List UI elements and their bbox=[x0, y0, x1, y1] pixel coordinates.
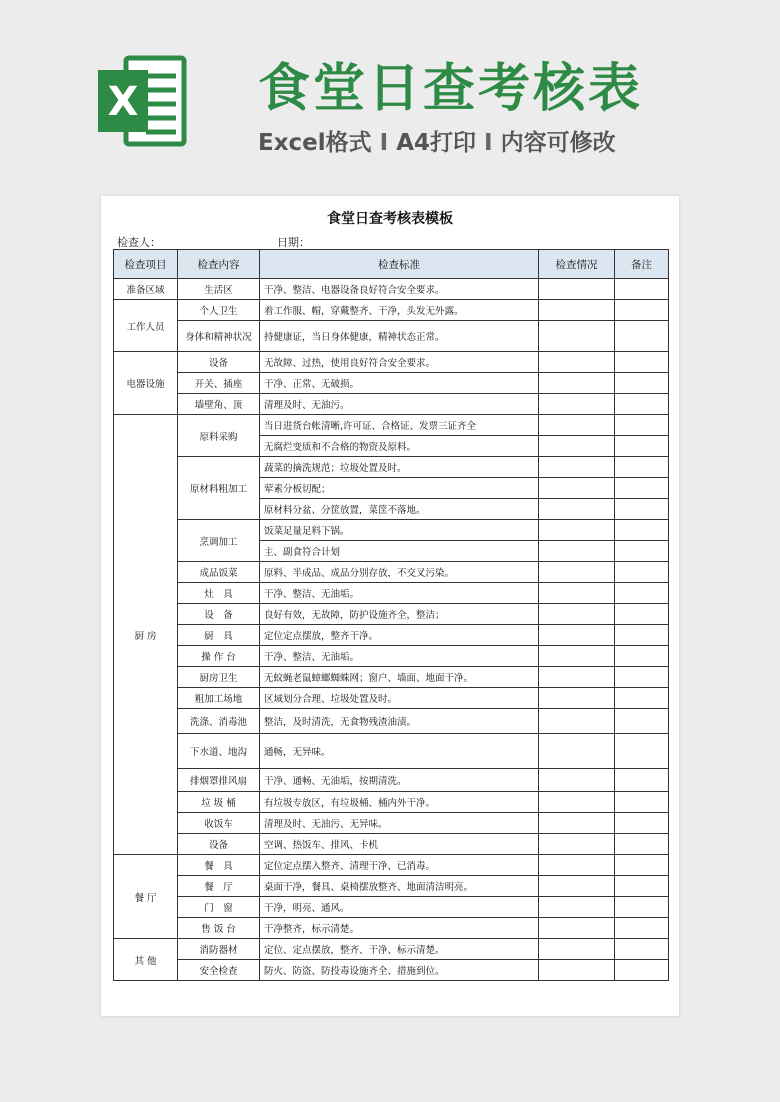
result-cell[interactable] bbox=[539, 769, 615, 792]
standard-cell: 无腐烂变质和不合格的物资及原料。 bbox=[260, 436, 539, 457]
result-cell[interactable] bbox=[539, 897, 615, 918]
table-row bbox=[114, 709, 669, 734]
standard-cell: 定位定点摆放，整齐干净。 bbox=[260, 625, 539, 646]
table-row bbox=[114, 373, 669, 394]
result-cell[interactable] bbox=[539, 415, 615, 436]
content-cell: 餐 具 bbox=[178, 855, 260, 876]
result-cell[interactable] bbox=[539, 457, 615, 478]
standard-cell: 定位、定点摆放，整齐、干净、标示清楚。 bbox=[260, 939, 539, 960]
standard-cell: 原料、半成品、成品分别存放，不交叉污染。 bbox=[260, 562, 539, 583]
table-row bbox=[114, 604, 669, 625]
content-cell: 身体和精神状况 bbox=[178, 321, 260, 352]
standard-cell: 当日进货台帐清晰,许可证、合格证、发票三证齐全 bbox=[260, 415, 539, 436]
table-row bbox=[114, 667, 669, 688]
remark-cell[interactable] bbox=[615, 321, 669, 352]
standard-cell: 着工作服、帽，穿戴整齐、干净，头发无外露。 bbox=[260, 300, 539, 321]
result-cell[interactable] bbox=[539, 541, 615, 562]
remark-cell[interactable] bbox=[615, 876, 669, 897]
table-row bbox=[114, 897, 669, 918]
table-row bbox=[114, 562, 669, 583]
table-row bbox=[114, 813, 669, 834]
standard-cell: 定位定点摆入整齐、清理干净、已消毒。 bbox=[260, 855, 539, 876]
standard-cell: 主、副食符合计划 bbox=[260, 541, 539, 562]
remark-cell[interactable] bbox=[615, 960, 669, 981]
result-cell[interactable] bbox=[539, 734, 615, 769]
result-cell[interactable] bbox=[539, 667, 615, 688]
content-cell: 墙壁角、顶 bbox=[178, 394, 260, 415]
table-row bbox=[114, 625, 669, 646]
table-row bbox=[114, 688, 669, 709]
content-cell: 原材料粗加工 bbox=[178, 457, 260, 520]
remark-cell[interactable] bbox=[615, 769, 669, 792]
remark-cell[interactable] bbox=[615, 792, 669, 813]
remark-cell[interactable] bbox=[615, 394, 669, 415]
content-cell: 烹调加工 bbox=[178, 520, 260, 562]
result-cell[interactable] bbox=[539, 321, 615, 352]
standard-cell: 原材料分盆、分筐放置，菜筐不落地。 bbox=[260, 499, 539, 520]
remark-cell[interactable] bbox=[615, 541, 669, 562]
remark-cell[interactable] bbox=[615, 520, 669, 541]
standard-cell: 干净整齐，标示清楚。 bbox=[260, 918, 539, 939]
remark-cell[interactable] bbox=[615, 352, 669, 373]
category-cell: 电器设施 bbox=[114, 352, 178, 415]
table-row bbox=[114, 300, 669, 321]
content-cell: 安全检查 bbox=[178, 960, 260, 981]
date-label: 日期： bbox=[277, 236, 310, 249]
excel-icon bbox=[98, 52, 188, 150]
content-cell: 操 作 台 bbox=[178, 646, 260, 667]
content-cell: 生活区 bbox=[178, 279, 260, 300]
table-row bbox=[114, 918, 669, 939]
category-cell: 餐 厅 bbox=[114, 855, 178, 939]
table-row bbox=[114, 855, 669, 876]
remark-cell[interactable] bbox=[615, 562, 669, 583]
standard-cell: 区域划分合理、垃圾处置及时。 bbox=[260, 688, 539, 709]
content-cell: 消防器材 bbox=[178, 939, 260, 960]
subtitle-format: Excel格式 bbox=[258, 130, 372, 156]
result-cell[interactable] bbox=[539, 436, 615, 457]
standard-cell: 无故障、过热，使用良好符合安全要求。 bbox=[260, 352, 539, 373]
content-cell: 餐 厅 bbox=[178, 876, 260, 897]
result-cell[interactable] bbox=[539, 583, 615, 604]
table-row bbox=[114, 960, 669, 981]
remark-cell[interactable] bbox=[615, 373, 669, 394]
standard-cell: 防火、防盗、防投毒设施齐全、措施到位。 bbox=[260, 960, 539, 981]
header-result: 检查情况 bbox=[539, 250, 615, 279]
result-cell[interactable] bbox=[539, 855, 615, 876]
subtitle-separator: I bbox=[484, 130, 493, 156]
result-cell[interactable] bbox=[539, 604, 615, 625]
remark-cell[interactable] bbox=[615, 436, 669, 457]
remark-cell[interactable] bbox=[615, 688, 669, 709]
content-cell: 门 窗 bbox=[178, 897, 260, 918]
standard-cell: 清理及时、无油污。 bbox=[260, 394, 539, 415]
standard-cell: 桌面干净，餐具、桌椅摆放整齐、地面清洁明亮。 bbox=[260, 876, 539, 897]
standard-cell: 干净、整洁、电器设备良好符合安全要求。 bbox=[260, 279, 539, 300]
remark-cell[interactable] bbox=[615, 734, 669, 769]
inspection-table bbox=[113, 249, 669, 981]
result-cell[interactable] bbox=[539, 960, 615, 981]
remark-cell[interactable] bbox=[615, 279, 669, 300]
standard-cell: 整洁，及时清洗，无食物残渣油渍。 bbox=[260, 709, 539, 734]
standard-cell: 干净、正常、无破损。 bbox=[260, 373, 539, 394]
table-header-row bbox=[114, 250, 669, 279]
result-cell[interactable] bbox=[539, 939, 615, 960]
result-cell[interactable] bbox=[539, 279, 615, 300]
content-cell: 洗涤、消毒池 bbox=[178, 709, 260, 734]
remark-cell[interactable] bbox=[615, 415, 669, 436]
result-cell[interactable] bbox=[539, 709, 615, 734]
content-cell: 灶 具 bbox=[178, 583, 260, 604]
standard-cell: 空调、热饭车、排风、卡机 bbox=[260, 834, 539, 855]
result-cell[interactable] bbox=[539, 918, 615, 939]
subtitle-separator: I bbox=[379, 130, 389, 156]
table-row bbox=[114, 876, 669, 897]
result-cell[interactable] bbox=[539, 300, 615, 321]
result-cell[interactable] bbox=[539, 373, 615, 394]
standard-cell: 干净、整洁、无油垢。 bbox=[260, 583, 539, 604]
content-cell: 售 饭 台 bbox=[178, 918, 260, 939]
inspector-label: 检查人： bbox=[117, 236, 161, 249]
subtitle-editable: 内容可修改 bbox=[500, 130, 616, 156]
result-cell[interactable] bbox=[539, 352, 615, 373]
table-row bbox=[114, 279, 669, 300]
standard-cell: 良好有效，无故障，防护设施齐全，整洁； bbox=[260, 604, 539, 625]
content-cell: 收饭车 bbox=[178, 813, 260, 834]
banner-title: 食堂日查考核表 bbox=[258, 59, 644, 119]
remark-cell[interactable] bbox=[615, 583, 669, 604]
table-row bbox=[114, 792, 669, 813]
result-cell[interactable] bbox=[539, 646, 615, 667]
table-row bbox=[114, 769, 669, 792]
content-cell: 垃 圾 桶 bbox=[178, 792, 260, 813]
table-row bbox=[114, 646, 669, 667]
result-cell[interactable] bbox=[539, 562, 615, 583]
table-row bbox=[114, 415, 669, 436]
result-cell[interactable] bbox=[539, 876, 615, 897]
banner-subtitle bbox=[258, 124, 616, 157]
remark-cell[interactable] bbox=[615, 918, 669, 939]
content-cell: 粗加工场地 bbox=[178, 688, 260, 709]
standard-cell: 清理及时、无油污、无异味。 bbox=[260, 813, 539, 834]
header-standard: 检查标准 bbox=[260, 250, 539, 279]
content-cell: 下水道、地沟 bbox=[178, 734, 260, 769]
content-cell: 原料采购 bbox=[178, 415, 260, 457]
standard-cell: 无蚊蝇老鼠蟑螂蜘蛛网；窗户、墙面、地面干净。 bbox=[260, 667, 539, 688]
category-cell: 工作人员 bbox=[114, 300, 178, 352]
result-cell[interactable] bbox=[539, 792, 615, 813]
table-row bbox=[114, 834, 669, 855]
content-cell: 设 备 bbox=[178, 604, 260, 625]
category-cell: 厨 房 bbox=[114, 415, 178, 855]
remark-cell[interactable] bbox=[615, 855, 669, 876]
category-cell: 其 他 bbox=[114, 939, 178, 981]
content-cell: 个人卫生 bbox=[178, 300, 260, 321]
header-remark: 备注 bbox=[615, 250, 669, 279]
result-cell[interactable] bbox=[539, 834, 615, 855]
subtitle-print: A4打印 bbox=[396, 130, 477, 156]
table-row bbox=[114, 583, 669, 604]
document-title: 食堂日查考核表模板 bbox=[327, 211, 453, 227]
content-cell: 设备 bbox=[178, 834, 260, 855]
content-cell: 开关、插座 bbox=[178, 373, 260, 394]
table-row bbox=[114, 939, 669, 960]
remark-cell[interactable] bbox=[615, 834, 669, 855]
standard-cell: 有垃圾专放区，有垃圾桶、桶内外干净。 bbox=[260, 792, 539, 813]
remark-cell[interactable] bbox=[615, 499, 669, 520]
remark-cell[interactable] bbox=[615, 300, 669, 321]
remark-cell[interactable] bbox=[615, 478, 669, 499]
excel-icon-letter: X bbox=[107, 79, 139, 125]
remark-cell[interactable] bbox=[615, 457, 669, 478]
document-page bbox=[101, 196, 679, 1016]
category-cell: 准备区域 bbox=[114, 279, 178, 300]
header-item: 检查项目 bbox=[114, 250, 178, 279]
content-cell: 厨房卫生 bbox=[178, 667, 260, 688]
table-row bbox=[114, 520, 669, 541]
result-cell[interactable] bbox=[539, 625, 615, 646]
result-cell[interactable] bbox=[539, 499, 615, 520]
content-cell: 排烟罩排风扇 bbox=[178, 769, 260, 792]
result-cell[interactable] bbox=[539, 520, 615, 541]
remark-cell[interactable] bbox=[615, 646, 669, 667]
standard-cell: 持健康证，当日身体健康，精神状态正常。 bbox=[260, 321, 539, 352]
standard-cell: 饭菜足量足料下锅。 bbox=[260, 520, 539, 541]
table-row bbox=[114, 394, 669, 415]
standard-cell: 干净、通畅、无油垢，按期清洗。 bbox=[260, 769, 539, 792]
result-cell[interactable] bbox=[539, 394, 615, 415]
result-cell[interactable] bbox=[539, 478, 615, 499]
table-row bbox=[114, 457, 669, 478]
result-cell[interactable] bbox=[539, 813, 615, 834]
standard-cell: 蔬菜的摘洗规范；垃圾处置及时。 bbox=[260, 457, 539, 478]
remark-cell[interactable] bbox=[615, 897, 669, 918]
standard-cell: 干净、整洁、无油垢。 bbox=[260, 646, 539, 667]
remark-cell[interactable] bbox=[615, 813, 669, 834]
content-cell: 设备 bbox=[178, 352, 260, 373]
standard-cell: 干净，明亮、通风。 bbox=[260, 897, 539, 918]
content-cell: 成品饭菜 bbox=[178, 562, 260, 583]
table-row bbox=[114, 352, 669, 373]
remark-cell[interactable] bbox=[615, 667, 669, 688]
header-content: 检查内容 bbox=[178, 250, 260, 279]
promo-banner bbox=[0, 0, 780, 195]
remark-cell[interactable] bbox=[615, 709, 669, 734]
remark-cell[interactable] bbox=[615, 939, 669, 960]
remark-cell[interactable] bbox=[615, 625, 669, 646]
content-cell: 厨 具 bbox=[178, 625, 260, 646]
standard-cell: 荤素分板切配； bbox=[260, 478, 539, 499]
standard-cell: 通畅，无异味。 bbox=[260, 734, 539, 769]
remark-cell[interactable] bbox=[615, 604, 669, 625]
result-cell[interactable] bbox=[539, 688, 615, 709]
table-row bbox=[114, 321, 669, 352]
table-row bbox=[114, 734, 669, 769]
